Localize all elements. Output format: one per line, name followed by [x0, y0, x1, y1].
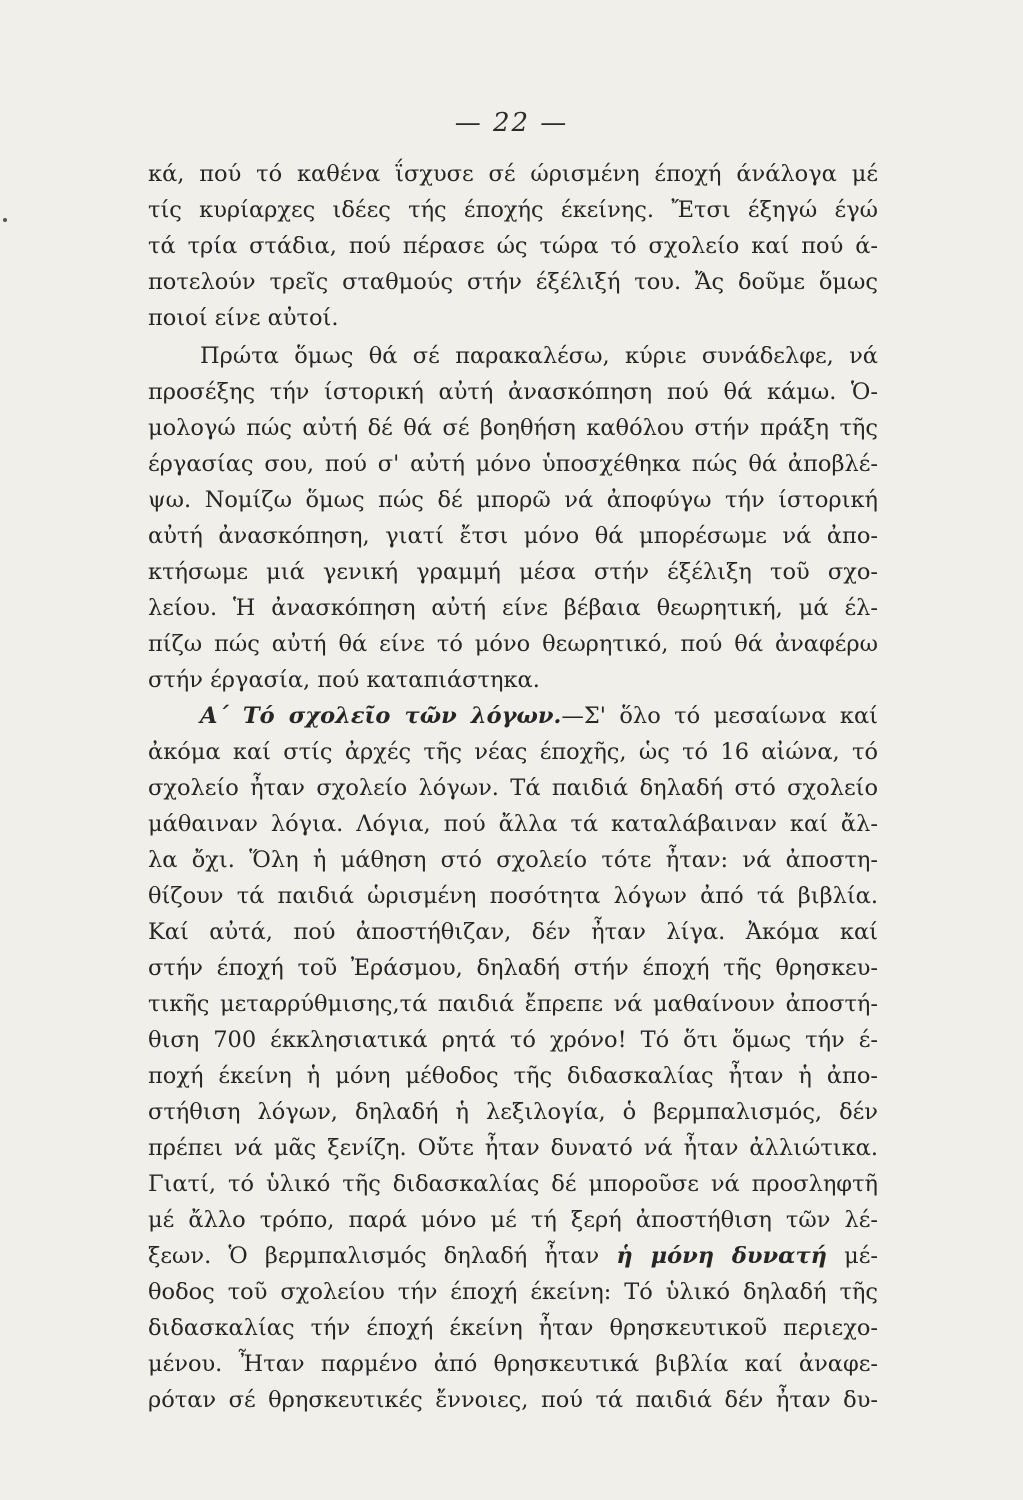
text-line: στήν έργασία, πού καταπιάστηκα. [148, 667, 540, 693]
text-line: θιση 700 έκκλησιατικά ρητά τό χρόνο! Τό ὅτι ὅμως τήν έ- [148, 1027, 878, 1053]
emphasis-text: ἡ μόνη δυνατή [616, 1243, 827, 1269]
text-line: τά τρία στάδια, πού πέρασε ώς τώρα τό σχολείο καί πού ά- [148, 233, 878, 259]
text-line: κά, πού τό καθένα ΐσχυσε σέ ώρισμένη έποχή άνάλογα μέ [148, 161, 878, 187]
section-heading: Α΄ Τό σχολεῖο τῶν λόγων. [200, 703, 562, 729]
text-line: διδασκαλίας τήν έποχή έκείνη ἦταν θρησκευτικοῦ περιεχο- [148, 1315, 878, 1341]
text-line: πρέπει νά μᾶς ξενίζη. Οὔτε ἦταν δυνατό νά ἦταν ἀλλιώτικα. [148, 1135, 878, 1161]
text-line: προσέξης τήν ίστορική αὐτή ἀνασκόπηση πού θά κάμω. Ὁ- [148, 379, 878, 405]
text-line: ποτελούν τρεῖς σταθμούς στήν έξέλιξή του. Ἄς δοῦμε ὅμως [148, 269, 878, 295]
text-line: μολογώ πώς αὐτή δέ θά σέ βοηθήση καθόλου στήν πράξη τῆς [148, 415, 878, 441]
text-line: θίζουν τά παιδιά ὡρισμένη ποσότητα λόγων ἀπό τά βιβλία. [148, 883, 878, 909]
text-line: ρόταν σέ θρησκευτικές ἔννοιες, πού τά παιδιά δέν ἦταν δυ- [148, 1387, 878, 1413]
emphasis-line-start: ξεων. Ὁ βερμπαλισμός δηλαδή ἦταν [148, 1243, 600, 1269]
text-line: Πρώτα ὅμως θά σέ παρακαλέσω, κύριε συνάδελφε, νά [200, 343, 878, 369]
text-line: ποχή έκείνη ἡ μόνη μέθοδος τῆς διδασκαλίας ἦταν ἡ ἀπο- [148, 1063, 878, 1089]
text-line: Καί αὐτά, πού ἀποστήθιζαν, δέν ἦταν λίγα. Ἀκόμα καί [148, 919, 878, 945]
text-line: έργασίας σου, πού σ' αὐτή μόνο ὑποσχέθηκα πώς θά ἀποβλέ- [148, 451, 878, 477]
section-heading-rest: —Σ' ὅλο τό μεσαίωνα καί [561, 703, 878, 729]
text-line: στήθιση λόγων, δηλαδή ἡ λεξιλογία, ὁ βερμπαλισμός, δέν [148, 1099, 878, 1125]
text-line: λα ὄχι. Ὅλη ἡ μάθηση στό σχολείο τότε ἦταν: νά ἀποστη- [148, 847, 878, 873]
text-line: Γιατί, τό ὑλικό τῆς διδασκαλίας δέ μποροῦσε νά προσληφτῆ [148, 1171, 878, 1197]
text-line: σχολείο ἦταν σχολείο λόγων. Τά παιδιά δηλαδή στό σχολείο [148, 775, 878, 801]
text-line: στήν έποχή τοῦ Ἐράσμου, δηλαδή στήν έποχή τῆς θρησκευ- [148, 955, 878, 981]
text-line: αὐτή ἀνασκόπηση, γιατί ἔτσι μόνο θά μπορέσωμε νά ἀπο- [148, 523, 878, 549]
emphasis-line [148, 1238, 878, 1274]
page-number: — 22 — [454, 108, 569, 138]
text-line: ψω. Νομίζω ὅμως πώς δέ μπορῶ νά ἀποφύγω τήν ίστορική [148, 487, 878, 513]
emphasis-line-end: μέ- [844, 1243, 879, 1269]
text-line: κτήσωμε μιά γενική γραμμή μέσα στήν έξέλιξη τοῦ σχο- [148, 559, 878, 585]
text-line: τικῆς μεταρρύθμισης,τά παιδιά ἔπρεπε νά μαθαίνουν ἀποστή- [148, 991, 878, 1017]
margin-speck [3, 218, 7, 222]
text-line: ἀκόμα καί στίς ἀρχές τῆς νέας έποχῆς, ὡς τό 16 αἰώνα, τό [148, 739, 878, 765]
text-line: μέ ἄλλο τρόπο, παρά μόνο μέ τή ξερή ἀποστήθιση τῶν λέ- [148, 1207, 878, 1233]
text-line: τίς κυρίαρχες ιδέες τής έποχής έκείνης. Ἔτσι έξηγώ έγώ [148, 197, 878, 223]
text-line: ποιοί είνε αὐτοί. [148, 305, 339, 331]
text-line: πίζω πώς αὐτή θά είνε τό μόνο θεωρητικό, πού θά ἀναφέρω [148, 631, 878, 657]
text-line: μένου. Ἦταν παρμένο ἀπό θρησκευτικά βιβλία καί ἀναφε- [148, 1351, 878, 1377]
text-line: μάθαιναν λόγια. Λόγια, πού ἄλλα τά καταλάβαιναν καί ἄλ- [148, 811, 878, 837]
text-line: λείου. Ἡ ἀνασκόπηση αὐτή είνε βέβαια θεωρητική, μά έλ- [148, 595, 878, 621]
section-heading-line [200, 698, 878, 734]
text-line: θοδος τοῦ σχολείου τήν έποχή έκείνη: Τό ὑλικό δηλαδή τῆς [148, 1279, 878, 1305]
